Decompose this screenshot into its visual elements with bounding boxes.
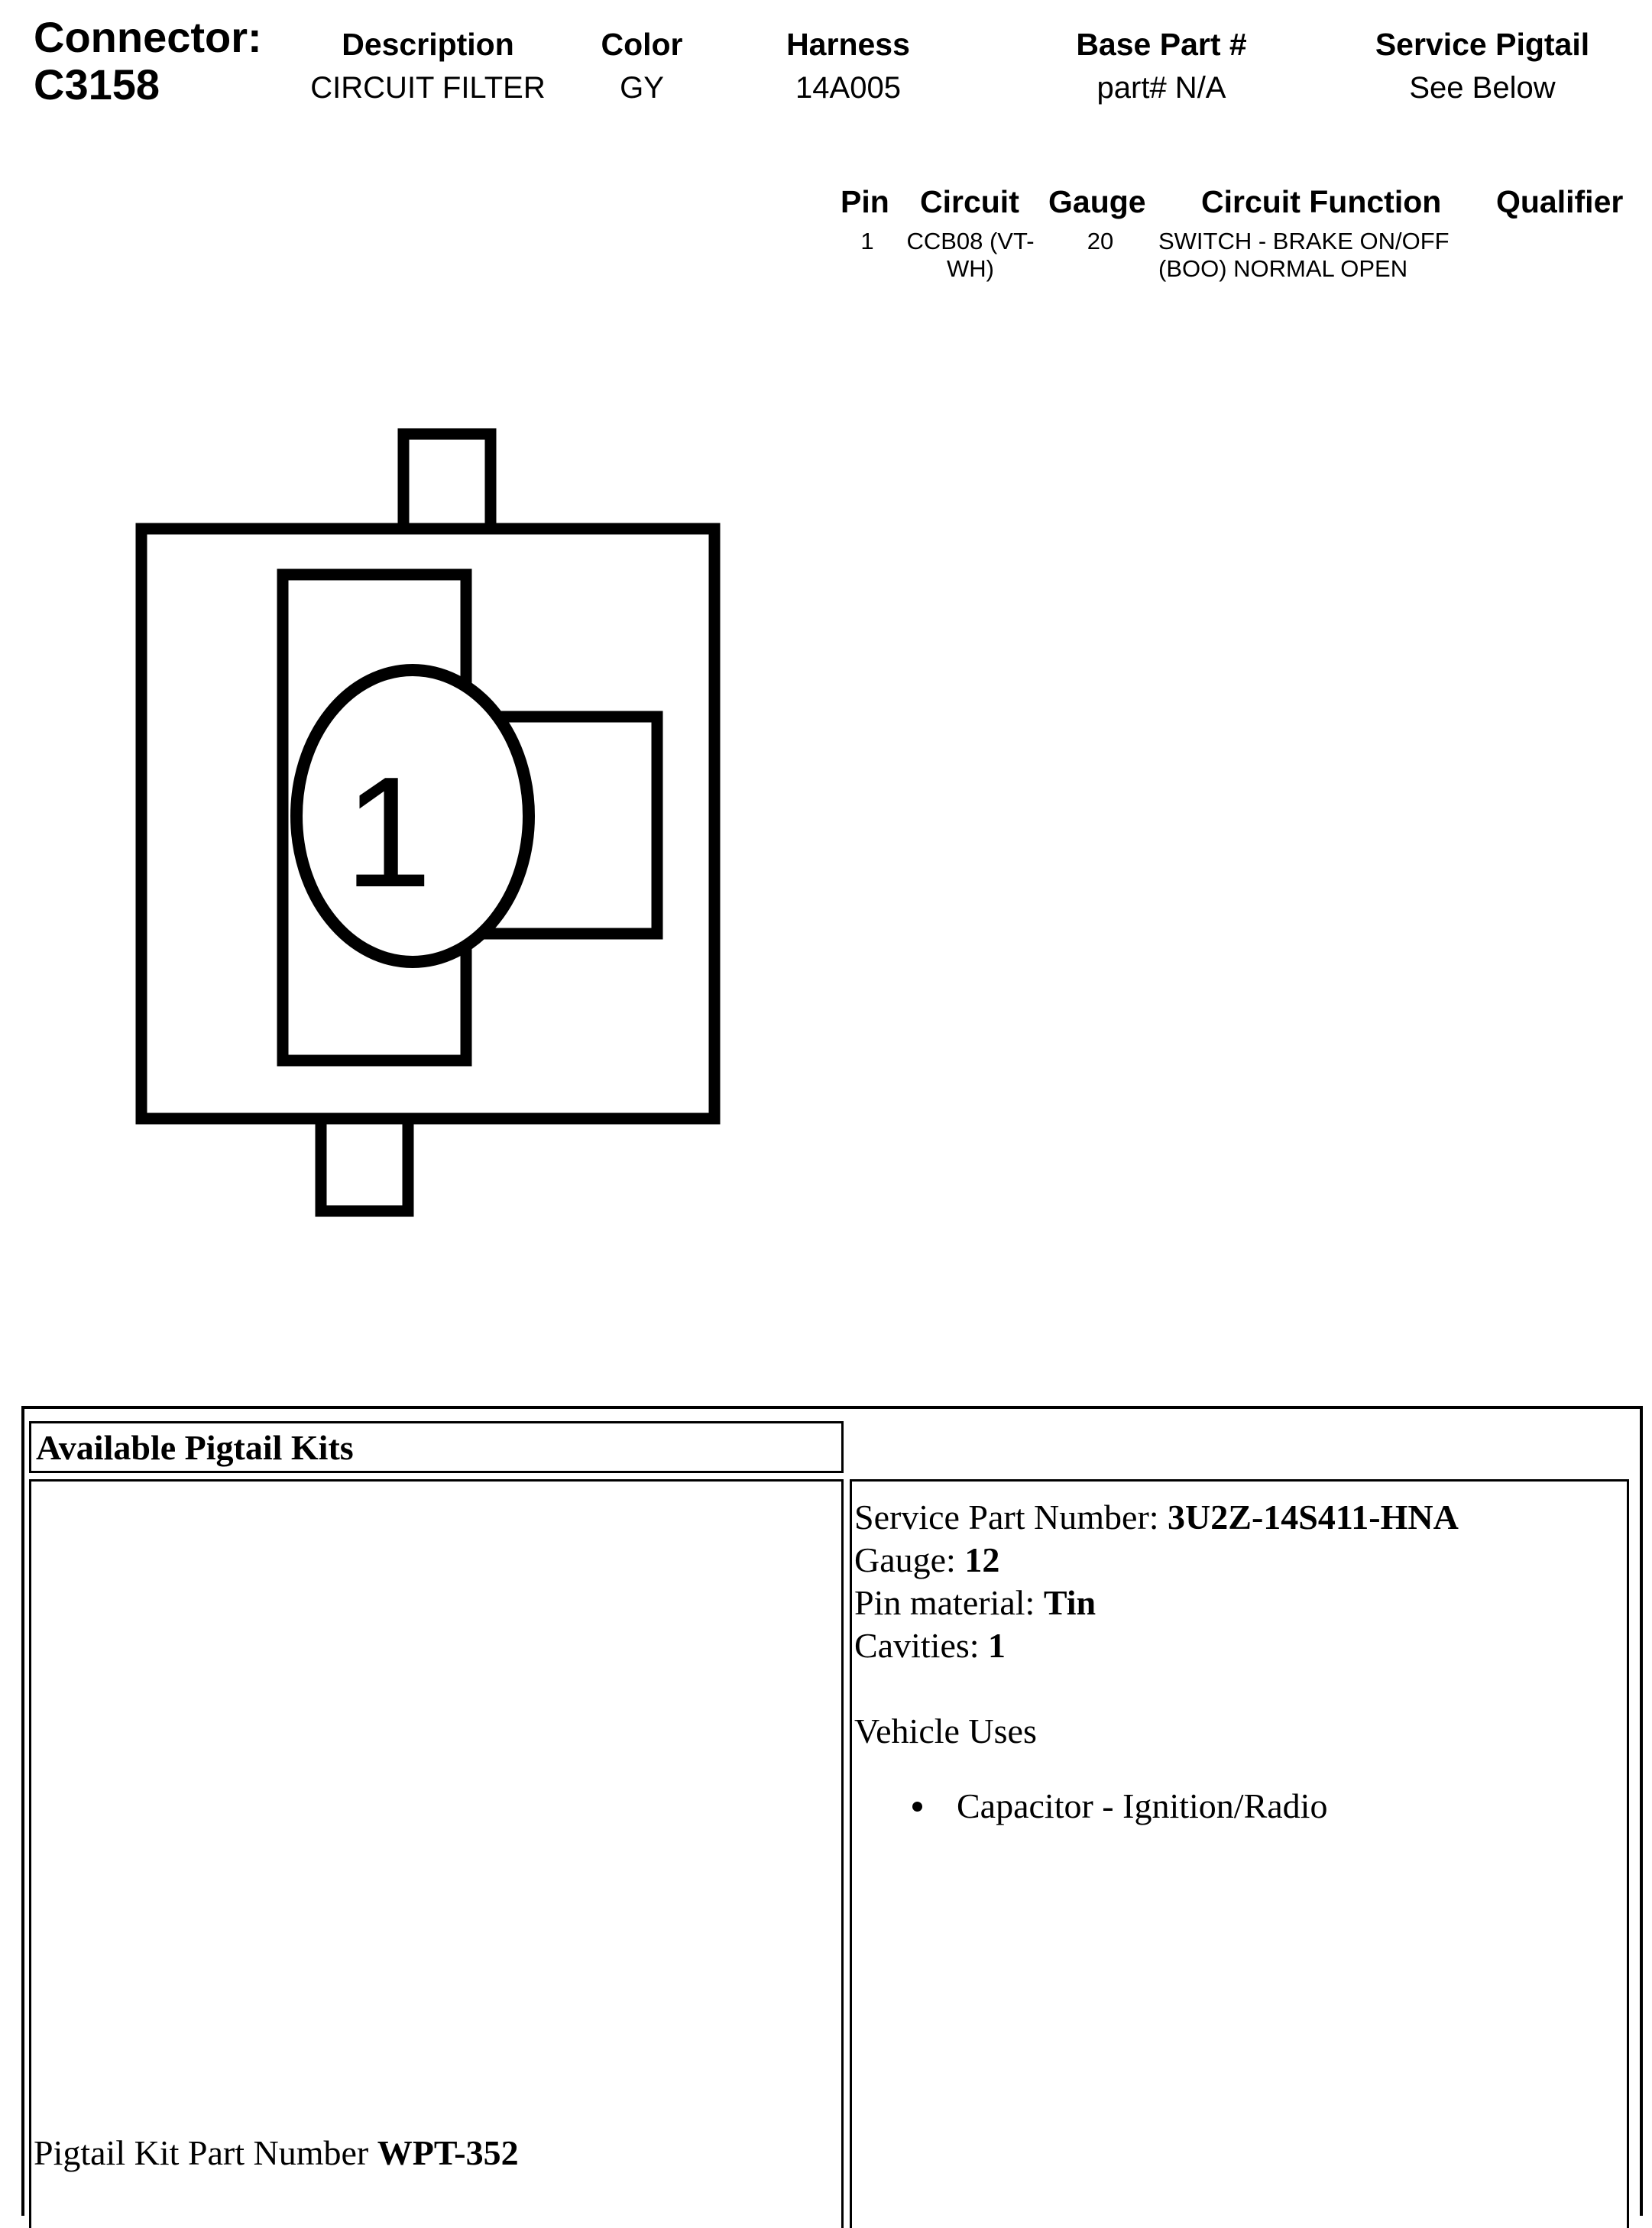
header-col-base-part [1047, 23, 1276, 110]
vehicle-uses-label: Vehicle Uses [854, 1711, 1037, 1750]
vehicle-use-item: Capacitor - Ignition/Radio [957, 1786, 1328, 1825]
header-col-value: 14A005 [795, 71, 901, 105]
connector-label: Connector: [34, 13, 262, 61]
header-col-heading: Description [342, 27, 514, 62]
gauge-label: Gauge: [854, 1540, 965, 1579]
header-col-heading: Color [601, 27, 683, 62]
connector-bottom-latch [321, 1119, 408, 1211]
header-col-harness [749, 23, 947, 110]
pin-table-header-pin: Pin [841, 184, 889, 219]
header-col-heading: Harness [786, 27, 910, 62]
pin-number: 1 [860, 228, 874, 254]
header-col-value: GY [620, 71, 664, 105]
service-part-label: Service Part Number: [854, 1498, 1168, 1537]
connector-face-diagram [0, 0, 764, 1238]
pin-material [854, 1582, 1096, 1624]
pin-table-header-qualifier: Qualifier [1496, 184, 1624, 219]
cavities [854, 1624, 1006, 1667]
pin-table-header-gauge: Gauge [1048, 184, 1146, 219]
pigtail-gauge [854, 1539, 999, 1582]
header-col-value: CIRCUIT FILTER [310, 71, 546, 105]
cavities-label: Cavities: [854, 1626, 989, 1665]
kit-part-label: Pigtail Kit Part Number [34, 2133, 377, 2172]
pigtail-section-title: Available Pigtail Kits [29, 1421, 844, 1473]
header-col-value: part# N/A [1096, 71, 1226, 105]
pin-circuit-line: WH) [947, 255, 994, 282]
list-bullet-icon [912, 1802, 922, 1812]
pin-table-header-function: Circuit Function [1201, 184, 1442, 219]
pin-circuit-line: CCB08 (VT- [906, 228, 1035, 254]
pin-function-line: (BOO) NORMAL OPEN [1158, 255, 1408, 282]
pigtail-kit-cell [29, 1479, 844, 2228]
pin-material-label: Pin material: [854, 1583, 1044, 1622]
connector-id: C3158 [34, 60, 160, 108]
header-col-heading: Service Pigtail [1375, 27, 1590, 62]
header-col-service-pigtail [1345, 23, 1620, 110]
service-part-number [854, 1496, 1459, 1539]
pin-gauge: 20 [1087, 228, 1114, 254]
pigtail-kit-part-number [34, 2132, 519, 2175]
pin-function [1158, 228, 1450, 283]
cavities-value: 1 [988, 1626, 1006, 1665]
cavity-number-label: 1 [344, 744, 432, 920]
service-part-value: 3U2Z-14S411-HNA [1168, 1498, 1459, 1537]
pin-material-value: Tin [1043, 1583, 1096, 1622]
gauge-value: 12 [964, 1540, 1000, 1579]
pin-table-header-circuit: Circuit [920, 184, 1019, 219]
pin-circuit [894, 228, 1047, 283]
kit-part-value: WPT-352 [377, 2133, 519, 2172]
connector-top-latch [403, 434, 491, 529]
pin-function-line: SWITCH - BRAKE ON/OFF [1158, 228, 1450, 254]
header-col-value: See Below [1409, 71, 1556, 105]
header-col-heading: Base Part # [1076, 27, 1247, 62]
